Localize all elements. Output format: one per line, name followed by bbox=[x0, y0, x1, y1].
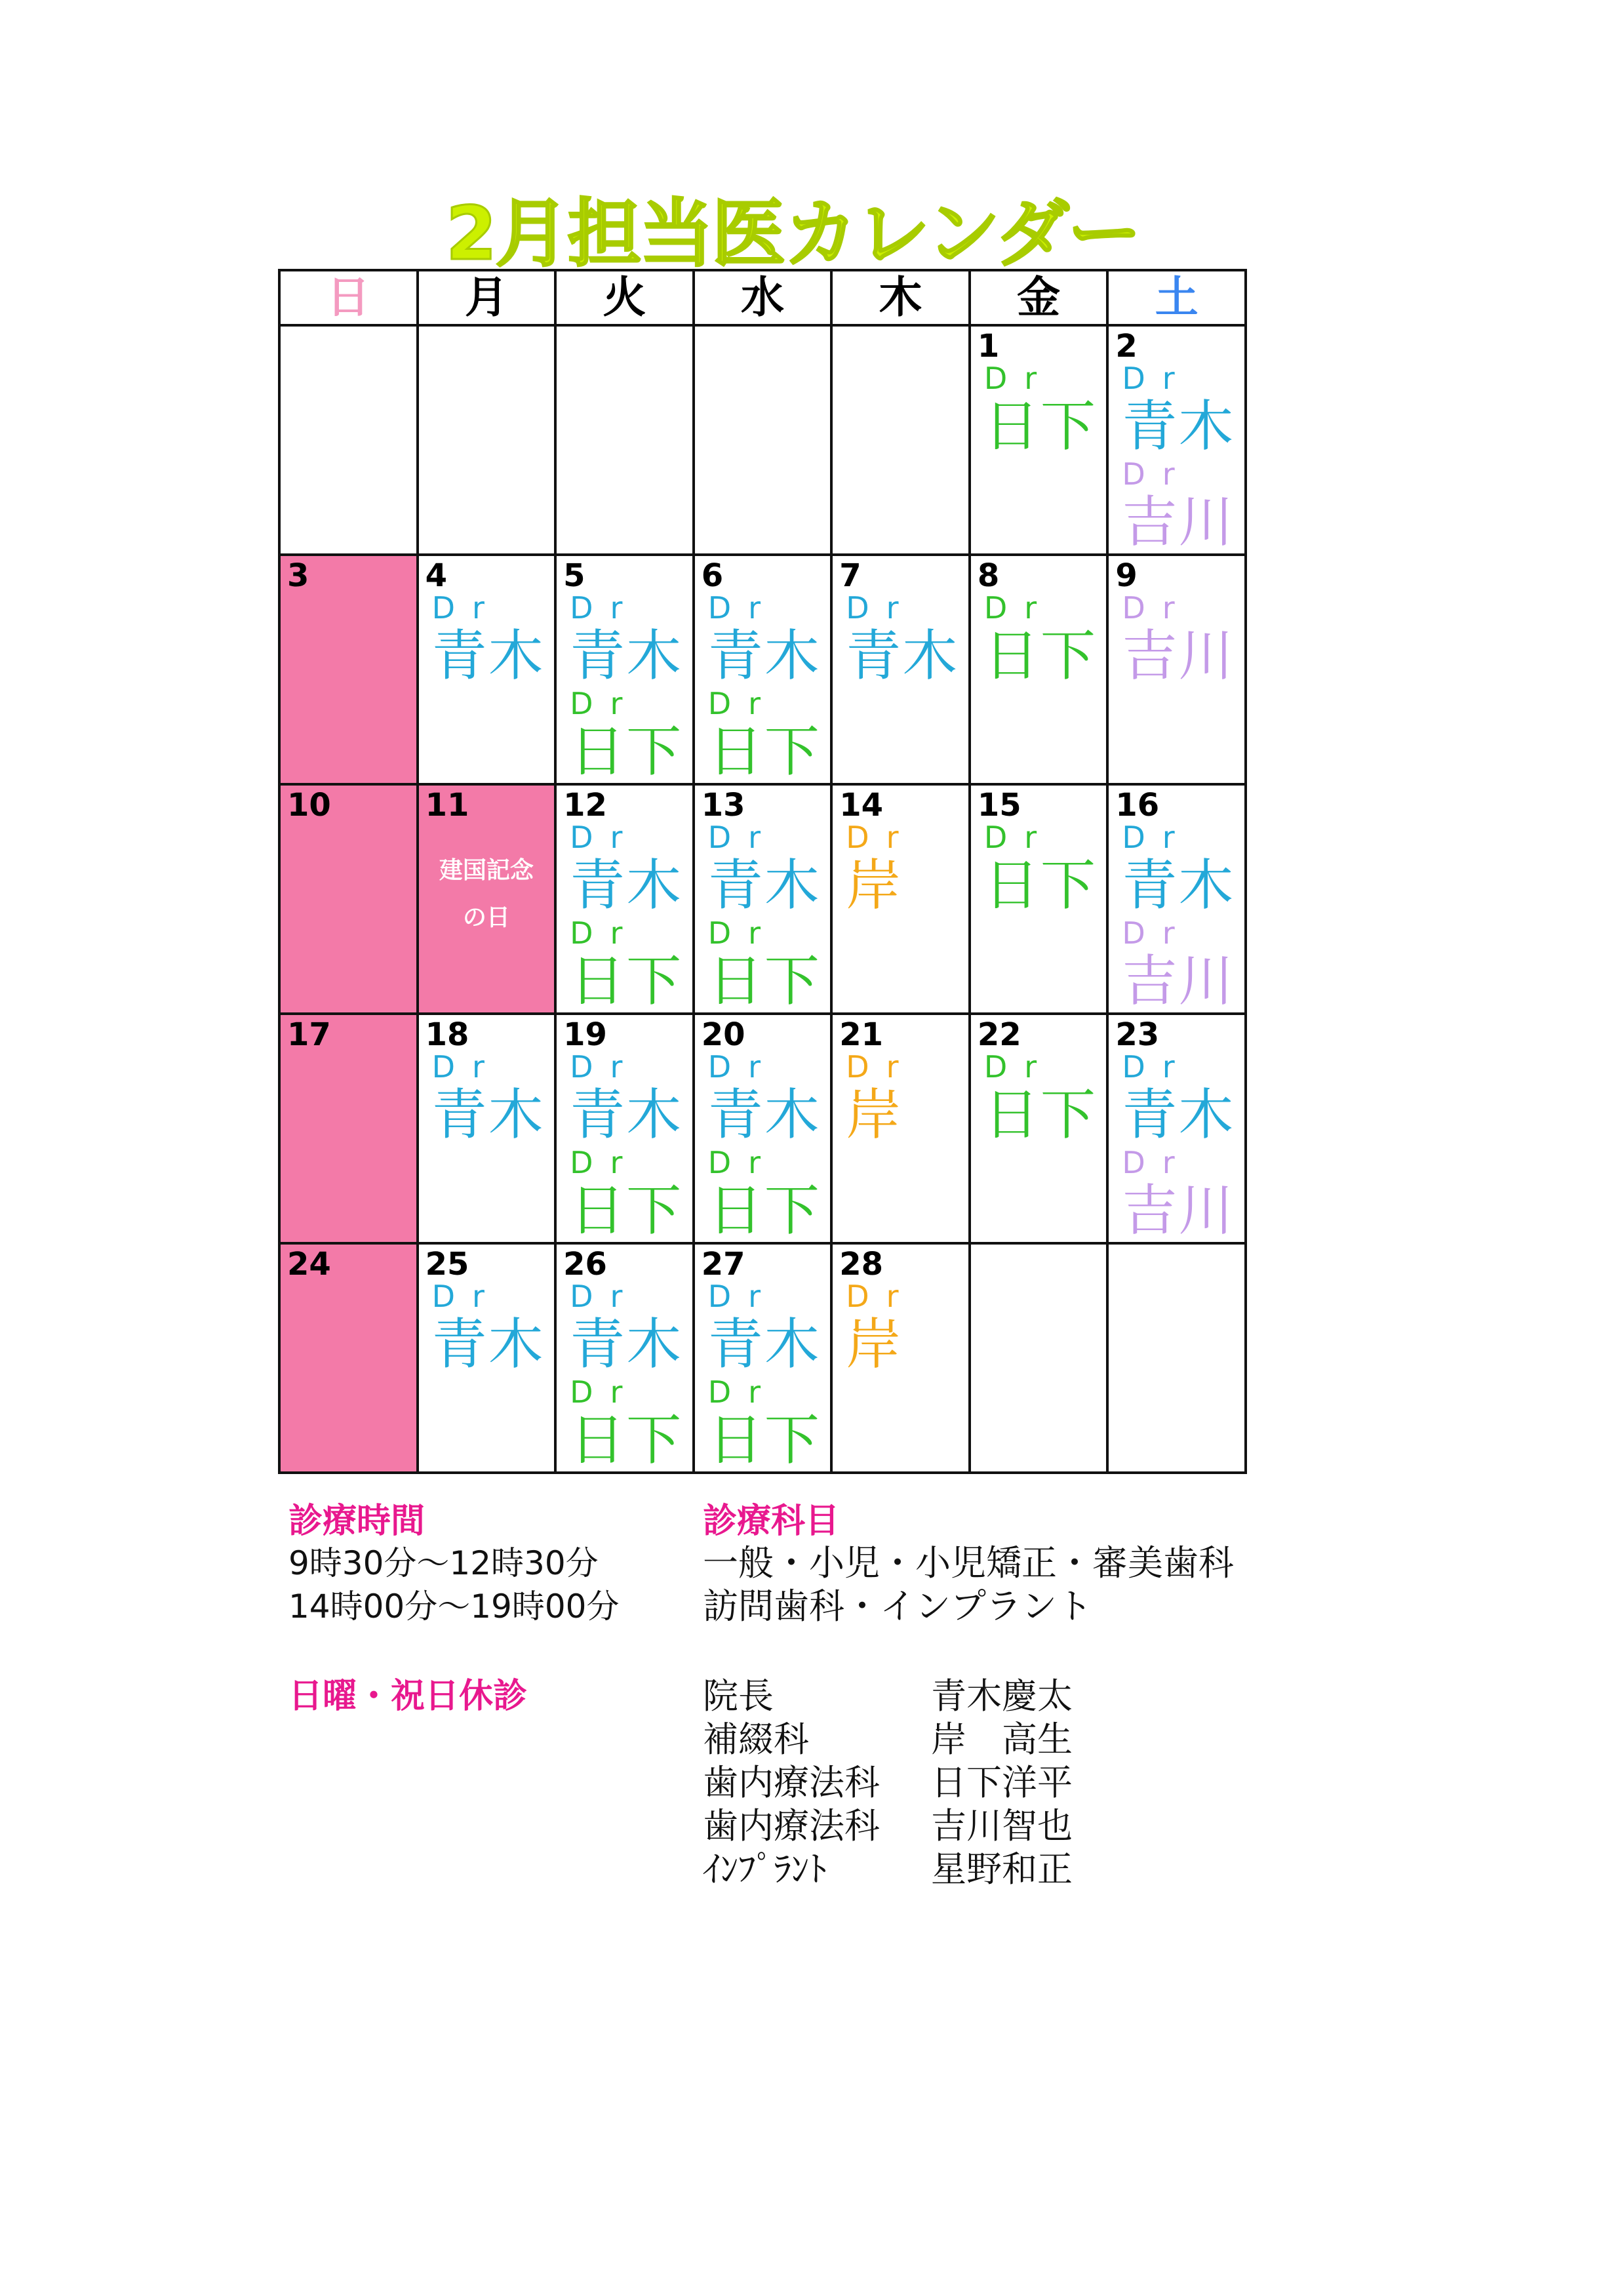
dr-label: Dr bbox=[570, 1145, 640, 1180]
doctor-entry bbox=[1122, 1146, 1244, 1242]
calendar-day bbox=[831, 1243, 970, 1473]
doctor-name: 青木 bbox=[1122, 394, 1235, 458]
doctor-name: 日下 bbox=[707, 949, 821, 1013]
doctor-name: 青木 bbox=[570, 1083, 683, 1147]
day-number: 4 bbox=[425, 557, 447, 594]
doctor-name: 青木 bbox=[846, 624, 959, 688]
calendar-day bbox=[694, 1014, 832, 1243]
hours-heading: 診療時間 bbox=[288, 1502, 426, 1541]
day-number: 18 bbox=[425, 1016, 469, 1053]
calendar-week bbox=[279, 784, 1246, 1014]
staff-role: 歯内療法科 bbox=[703, 1762, 880, 1803]
calendar-day bbox=[418, 1243, 556, 1473]
dr-label: Dr bbox=[1122, 456, 1192, 492]
doctor-name: 岸 bbox=[846, 853, 903, 917]
doctor-entry bbox=[708, 591, 831, 687]
dr-label: Dr bbox=[846, 1049, 916, 1085]
calendar-week bbox=[279, 325, 1246, 555]
departments-line2: 訪問歯科・インプラント bbox=[703, 1586, 1092, 1627]
day-number bbox=[1115, 1248, 1244, 1280]
calendar-day bbox=[831, 325, 970, 555]
dr-label: Dr bbox=[431, 1049, 502, 1085]
calendar-day bbox=[1107, 784, 1246, 1014]
day-number: 13 bbox=[701, 787, 745, 824]
doctor-entry bbox=[1122, 1050, 1244, 1146]
doctor-name: 吉川 bbox=[1122, 1178, 1235, 1243]
calendar-grid bbox=[278, 269, 1247, 1474]
dr-label: Dr bbox=[1122, 590, 1192, 626]
calendar-day bbox=[1107, 325, 1246, 555]
day-number: 1 bbox=[977, 328, 1000, 365]
doctor-name: 日下 bbox=[983, 853, 1097, 917]
doctor-entry bbox=[1122, 458, 1244, 553]
day-number bbox=[978, 1248, 1107, 1280]
dr-label: Dr bbox=[707, 1374, 778, 1410]
doctor-name: 青木 bbox=[707, 1083, 821, 1147]
calendar-day bbox=[970, 1014, 1108, 1243]
day-number bbox=[287, 330, 416, 362]
calendar-day bbox=[831, 555, 970, 784]
doctor-name: 岸 bbox=[846, 1083, 903, 1147]
doctor-entry bbox=[432, 1050, 555, 1146]
day-number: 3 bbox=[287, 557, 309, 594]
calendar-day bbox=[694, 325, 832, 555]
doctor-name: 岸 bbox=[846, 1312, 903, 1376]
day-number: 11 bbox=[425, 787, 469, 824]
day-number: 25 bbox=[425, 1246, 469, 1283]
staff-name: 青木慶太 bbox=[931, 1675, 1073, 1717]
doctor-entry bbox=[708, 687, 831, 783]
dr-label: Dr bbox=[707, 686, 778, 721]
weekday-5: 金 bbox=[970, 270, 1108, 325]
calendar-week bbox=[279, 1014, 1246, 1243]
dr-label: Dr bbox=[1122, 361, 1192, 396]
doctor-entry bbox=[846, 1280, 968, 1376]
doctor-name: 青木 bbox=[707, 624, 821, 688]
dr-label: Dr bbox=[1122, 1145, 1192, 1180]
doctor-name: 日下 bbox=[570, 1178, 683, 1243]
closed-note: 日曜・祝日休診 bbox=[288, 1677, 528, 1716]
dr-label: Dr bbox=[431, 1279, 502, 1314]
doctor-entry bbox=[570, 591, 692, 687]
doctor-entry bbox=[1122, 362, 1244, 458]
dr-label: Dr bbox=[570, 686, 640, 721]
calendar-day bbox=[694, 784, 832, 1014]
day-number bbox=[563, 330, 692, 362]
calendar-day bbox=[970, 325, 1108, 555]
weekday-header bbox=[279, 270, 1246, 325]
day-number: 5 bbox=[563, 557, 585, 594]
doctor-name: 日下 bbox=[570, 1408, 683, 1472]
calendar-day bbox=[694, 555, 832, 784]
weekday-6: 土 bbox=[1107, 270, 1246, 325]
weekday-4: 木 bbox=[831, 270, 970, 325]
doctor-name: 日下 bbox=[570, 949, 683, 1013]
calendar-day bbox=[418, 784, 556, 1014]
calendar-day bbox=[418, 325, 556, 555]
calendar-day bbox=[279, 1243, 418, 1473]
calendar-day bbox=[279, 1014, 418, 1243]
doctor-entry bbox=[1122, 591, 1244, 687]
doctor-name: 青木 bbox=[431, 624, 545, 688]
dr-label: Dr bbox=[983, 1049, 1054, 1085]
doctor-entry bbox=[846, 1050, 968, 1146]
doctor-entry bbox=[570, 821, 692, 917]
staff-role: 補綴科 bbox=[703, 1719, 809, 1760]
doctor-name: 日下 bbox=[570, 719, 683, 784]
calendar-body bbox=[279, 325, 1246, 1473]
day-number: 12 bbox=[563, 787, 607, 824]
doctor-entry bbox=[1122, 821, 1244, 917]
calendar-day bbox=[555, 325, 694, 555]
doctor-entry bbox=[708, 1376, 831, 1471]
doctor-entry bbox=[708, 1146, 831, 1242]
dr-label: Dr bbox=[846, 590, 916, 626]
doctor-entry bbox=[1122, 917, 1244, 1012]
day-number: 14 bbox=[839, 787, 884, 824]
doctor-name: 吉川 bbox=[1122, 949, 1235, 1013]
calendar-day bbox=[555, 784, 694, 1014]
doctor-name: 青木 bbox=[1122, 853, 1235, 917]
day-number: 2 bbox=[1115, 328, 1138, 365]
calendar-week bbox=[279, 555, 1246, 784]
day-number: 7 bbox=[839, 557, 862, 594]
calendar-day bbox=[555, 555, 694, 784]
calendar-day bbox=[831, 1014, 970, 1243]
calendar-day bbox=[279, 555, 418, 784]
doctor-name: 日下 bbox=[983, 1083, 1097, 1147]
dr-label: Dr bbox=[707, 1049, 778, 1085]
dr-label: Dr bbox=[1122, 820, 1192, 855]
calendar-day bbox=[279, 325, 418, 555]
holiday-label: 建国記念 の日 bbox=[439, 857, 534, 931]
day-number: 24 bbox=[287, 1246, 331, 1283]
day-number: 10 bbox=[287, 787, 331, 824]
day-number: 23 bbox=[1115, 1016, 1160, 1053]
weekday-1: 月 bbox=[418, 270, 556, 325]
day-number: 22 bbox=[977, 1016, 1021, 1053]
doctor-name: 日下 bbox=[707, 1408, 821, 1472]
doctor-name: 青木 bbox=[431, 1083, 545, 1147]
day-number: 6 bbox=[701, 557, 724, 594]
doctor-name: 青木 bbox=[707, 1312, 821, 1376]
doctor-entry bbox=[570, 687, 692, 783]
calendar-day bbox=[970, 784, 1108, 1014]
doctor-entry bbox=[708, 917, 831, 1012]
hours-afternoon: 14時00分～19時00分 bbox=[288, 1587, 620, 1626]
dr-label: Dr bbox=[570, 1279, 640, 1314]
dr-label: Dr bbox=[846, 820, 916, 855]
doctor-entry bbox=[432, 591, 555, 687]
staff-name: 岸 高生 bbox=[931, 1719, 1073, 1760]
dr-label: Dr bbox=[707, 1279, 778, 1314]
dr-label: Dr bbox=[1122, 915, 1192, 951]
staff-name: 星野和正 bbox=[931, 1848, 1073, 1890]
doctor-name: 日下 bbox=[707, 719, 821, 784]
staff-role: 院長 bbox=[703, 1675, 774, 1717]
dr-label: Dr bbox=[570, 590, 640, 626]
dr-label: Dr bbox=[570, 820, 640, 855]
doctor-entry bbox=[984, 362, 1107, 458]
doctor-name: 吉川 bbox=[1122, 490, 1235, 554]
departments-heading: 診療科目 bbox=[703, 1502, 840, 1541]
day-number: 26 bbox=[563, 1246, 607, 1283]
doctor-entry bbox=[708, 1280, 831, 1376]
doctor-name: 吉川 bbox=[1122, 624, 1235, 688]
doctor-entry bbox=[984, 1050, 1107, 1146]
day-number bbox=[426, 330, 555, 362]
doctor-name: 青木 bbox=[1122, 1083, 1235, 1147]
day-number: 20 bbox=[701, 1016, 745, 1053]
dr-label: Dr bbox=[707, 915, 778, 951]
dr-label: Dr bbox=[983, 361, 1054, 396]
dr-label: Dr bbox=[707, 820, 778, 855]
dr-label: Dr bbox=[570, 1374, 640, 1410]
calendar-day bbox=[555, 1014, 694, 1243]
calendar-day bbox=[970, 555, 1108, 784]
doctor-entry bbox=[570, 1050, 692, 1146]
dr-label: Dr bbox=[1122, 1049, 1192, 1085]
day-number: 9 bbox=[1115, 557, 1138, 594]
doctor-name: 日下 bbox=[707, 1178, 821, 1243]
day-number: 19 bbox=[563, 1016, 607, 1053]
staff-name: 吉川智也 bbox=[931, 1805, 1073, 1846]
dr-label: Dr bbox=[570, 1049, 640, 1085]
doctor-entry bbox=[708, 1050, 831, 1146]
calendar-day bbox=[1107, 555, 1246, 784]
dr-label: Dr bbox=[707, 590, 778, 626]
day-number: 8 bbox=[977, 557, 1000, 594]
hours-morning: 9時30分～12時30分 bbox=[288, 1544, 599, 1582]
day-number: 21 bbox=[839, 1016, 884, 1053]
doctor-name: 青木 bbox=[431, 1312, 545, 1376]
calendar-day bbox=[279, 784, 418, 1014]
dr-label: Dr bbox=[983, 590, 1054, 626]
calendar-day bbox=[418, 555, 556, 784]
doctor-entry bbox=[846, 591, 968, 687]
doctor-entry bbox=[570, 1376, 692, 1471]
doctor-entry bbox=[984, 821, 1107, 917]
weekday-3: 水 bbox=[694, 270, 832, 325]
day-number: 15 bbox=[977, 787, 1021, 824]
doctor-entry bbox=[708, 821, 831, 917]
doctor-name: 日下 bbox=[983, 394, 1097, 458]
day-number: 17 bbox=[287, 1016, 331, 1053]
calendar-day bbox=[418, 1014, 556, 1243]
dr-label: Dr bbox=[431, 590, 502, 626]
doctor-entry bbox=[432, 1280, 555, 1376]
doctor-name: 青木 bbox=[570, 853, 683, 917]
calendar-day bbox=[1107, 1243, 1246, 1473]
staff-name: 日下洋平 bbox=[931, 1762, 1073, 1803]
calendar-title: 2月担当医カレンダー bbox=[446, 191, 1140, 277]
weekday-2: 火 bbox=[555, 270, 694, 325]
weekday-0: 日 bbox=[279, 270, 418, 325]
doctor-name: 青木 bbox=[570, 624, 683, 688]
doctor-name: 日下 bbox=[983, 624, 1097, 688]
dr-label: Dr bbox=[570, 915, 640, 951]
calendar-day bbox=[1107, 1014, 1246, 1243]
departments-line1: 一般・小児・小児矯正・審美歯科 bbox=[703, 1542, 1234, 1584]
doctor-name: 青木 bbox=[570, 1312, 683, 1376]
dr-label: Dr bbox=[983, 820, 1054, 855]
doctor-entry bbox=[846, 821, 968, 917]
staff-role: 歯内療法科 bbox=[703, 1805, 880, 1846]
day-number bbox=[839, 330, 968, 362]
day-number: 28 bbox=[839, 1246, 884, 1283]
calendar-day bbox=[694, 1243, 832, 1473]
doctor-entry bbox=[570, 917, 692, 1012]
calendar-week bbox=[279, 1243, 1246, 1473]
doctor-name: 青木 bbox=[707, 853, 821, 917]
doctor-entry bbox=[570, 1280, 692, 1376]
dr-label: Dr bbox=[846, 1279, 916, 1314]
staff-role: ｲﾝﾌﾟﾗﾝﾄ bbox=[703, 1848, 827, 1890]
doctor-entry bbox=[984, 591, 1107, 687]
doctor-entry bbox=[570, 1146, 692, 1242]
calendar-day bbox=[970, 1243, 1108, 1473]
dr-label: Dr bbox=[707, 1145, 778, 1180]
calendar-day bbox=[555, 1243, 694, 1473]
day-number: 27 bbox=[701, 1246, 745, 1283]
day-number: 16 bbox=[1115, 787, 1160, 824]
calendar-day bbox=[831, 784, 970, 1014]
day-number bbox=[702, 330, 831, 362]
